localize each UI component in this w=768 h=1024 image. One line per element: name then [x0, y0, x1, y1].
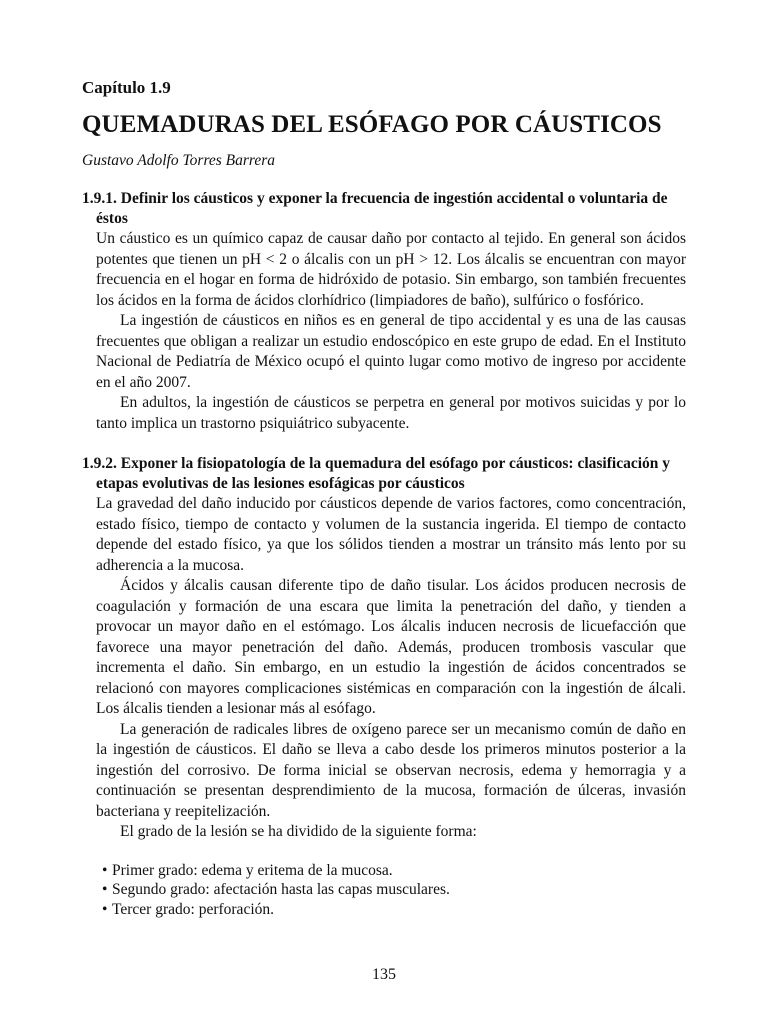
bullet-icon: •: [102, 881, 108, 898]
section-heading: 1.9.1. Definir los cáusticos y exponer la frecuencia de ingestión accidental o voluntaria de éstos: [82, 190, 668, 227]
paragraph: La generación de radicales libres de oxígeno parece ser un mecanismo común de daño en la ingestión de cáusticos. El daño se lleva a cabo desde los primeros minutos posterior a la ingestión del corrosivo. De forma inicial se observan necrosis, edema y hemorragia y a continuación se presentan desprendimiento de la mucosa, formación de úlceras, invasión bacteriana y reepitelización.: [96, 720, 686, 820]
paragraph: Un cáustico es un químico capaz de causar daño por contacto al tejido. En general son ácidos potentes que tienen un pH < 2 o álcalis con un pH > 12. Los álcalis se encuentran con mayor frecuencia en el hogar en forma de hidróxido de potasio. Sin embargo, son también frecuentes los ácidos en la forma de ácidos clorhídrico (limpiadores de baño), sulfúrico o fosfórico.: [96, 230, 686, 309]
paragraph: La gravedad del daño inducido por cáusticos depende de varios factores, como concentración, estado físico, tiempo de contacto y volumen de la sustancia ingerida. El tiempo de contacto depende del estado físico, ya que los sólidos tienden a mostrar un tránsito más lento por su adherencia a la mucosa.: [96, 495, 686, 574]
section-spacer: [82, 434, 686, 454]
page-number: 135: [372, 966, 396, 983]
author-name: Gustavo Adolfo Torres Barrera: [82, 152, 276, 169]
chapter-title: QUEMADURAS DEL ESÓFAGO POR CÁUSTICOS: [82, 111, 662, 138]
list-item: [102, 880, 686, 900]
paragraph: Ácidos y álcalis causan diferente tipo de daño tisular. Los ácidos producen necrosis de coagulación y formación de una escara que limita la penetración del daño, y tienden a provocar un mayor daño en el estómago. Los álcalis inducen necrosis de licuefacción que favorece una mayor penetración del daño. Además, producen trombosis vascular que incrementa el daño. Sin embargo, en un estudio la ingestión de ácidos concentrados se relacionó con mayores complicaciones sistémicas en comparación con la ingestión de álcali. Los álcalis tienden a lesionar más al esófago.: [96, 577, 686, 717]
list-item: [102, 900, 686, 920]
bullet-icon: •: [102, 900, 108, 918]
bullet-icon: •: [102, 861, 108, 879]
paragraph: El grado de la lesión se ha dividido de la siguiente forma:: [120, 823, 477, 840]
grade-list: [82, 861, 686, 920]
paragraph: La ingestión de cáusticos en niños es en general de tipo accidental y es una de las causas frecuentes que obligan a realizar un estudio endoscópico en este grupo de edad. En el Instituto Nacional de Pediatría de México ocupó el quinto lugar como motivo de ingreso por accidente en el año 2007.: [96, 312, 686, 391]
paragraph: En adultos, la ingestión de cáusticos se perpetra en general por motivos suicidas y por lo tanto implica un trastorno psiquiátrico subyacente.: [96, 394, 686, 432]
chapter-label: Capítulo 1.9: [82, 78, 171, 97]
section-1-9-1: [82, 189, 686, 434]
section-body: [82, 229, 686, 434]
list-item-text: Primer grado: edema y eritema de la mucosa.: [112, 861, 393, 879]
section-1-9-2: [82, 454, 686, 919]
list-item-text: Tercer grado: perforación.: [112, 900, 275, 918]
section-heading: 1.9.2. Exponer la fisiopatología de la quemadura del esófago por cáusticos: clasificación y etapas evolutivas de las lesiones esofágicas por cáusticos: [82, 455, 671, 492]
list-item: [102, 861, 686, 881]
list-item-text: Segundo grado: afectación hasta las capas musculares.: [112, 881, 450, 898]
section-body: [82, 494, 686, 843]
